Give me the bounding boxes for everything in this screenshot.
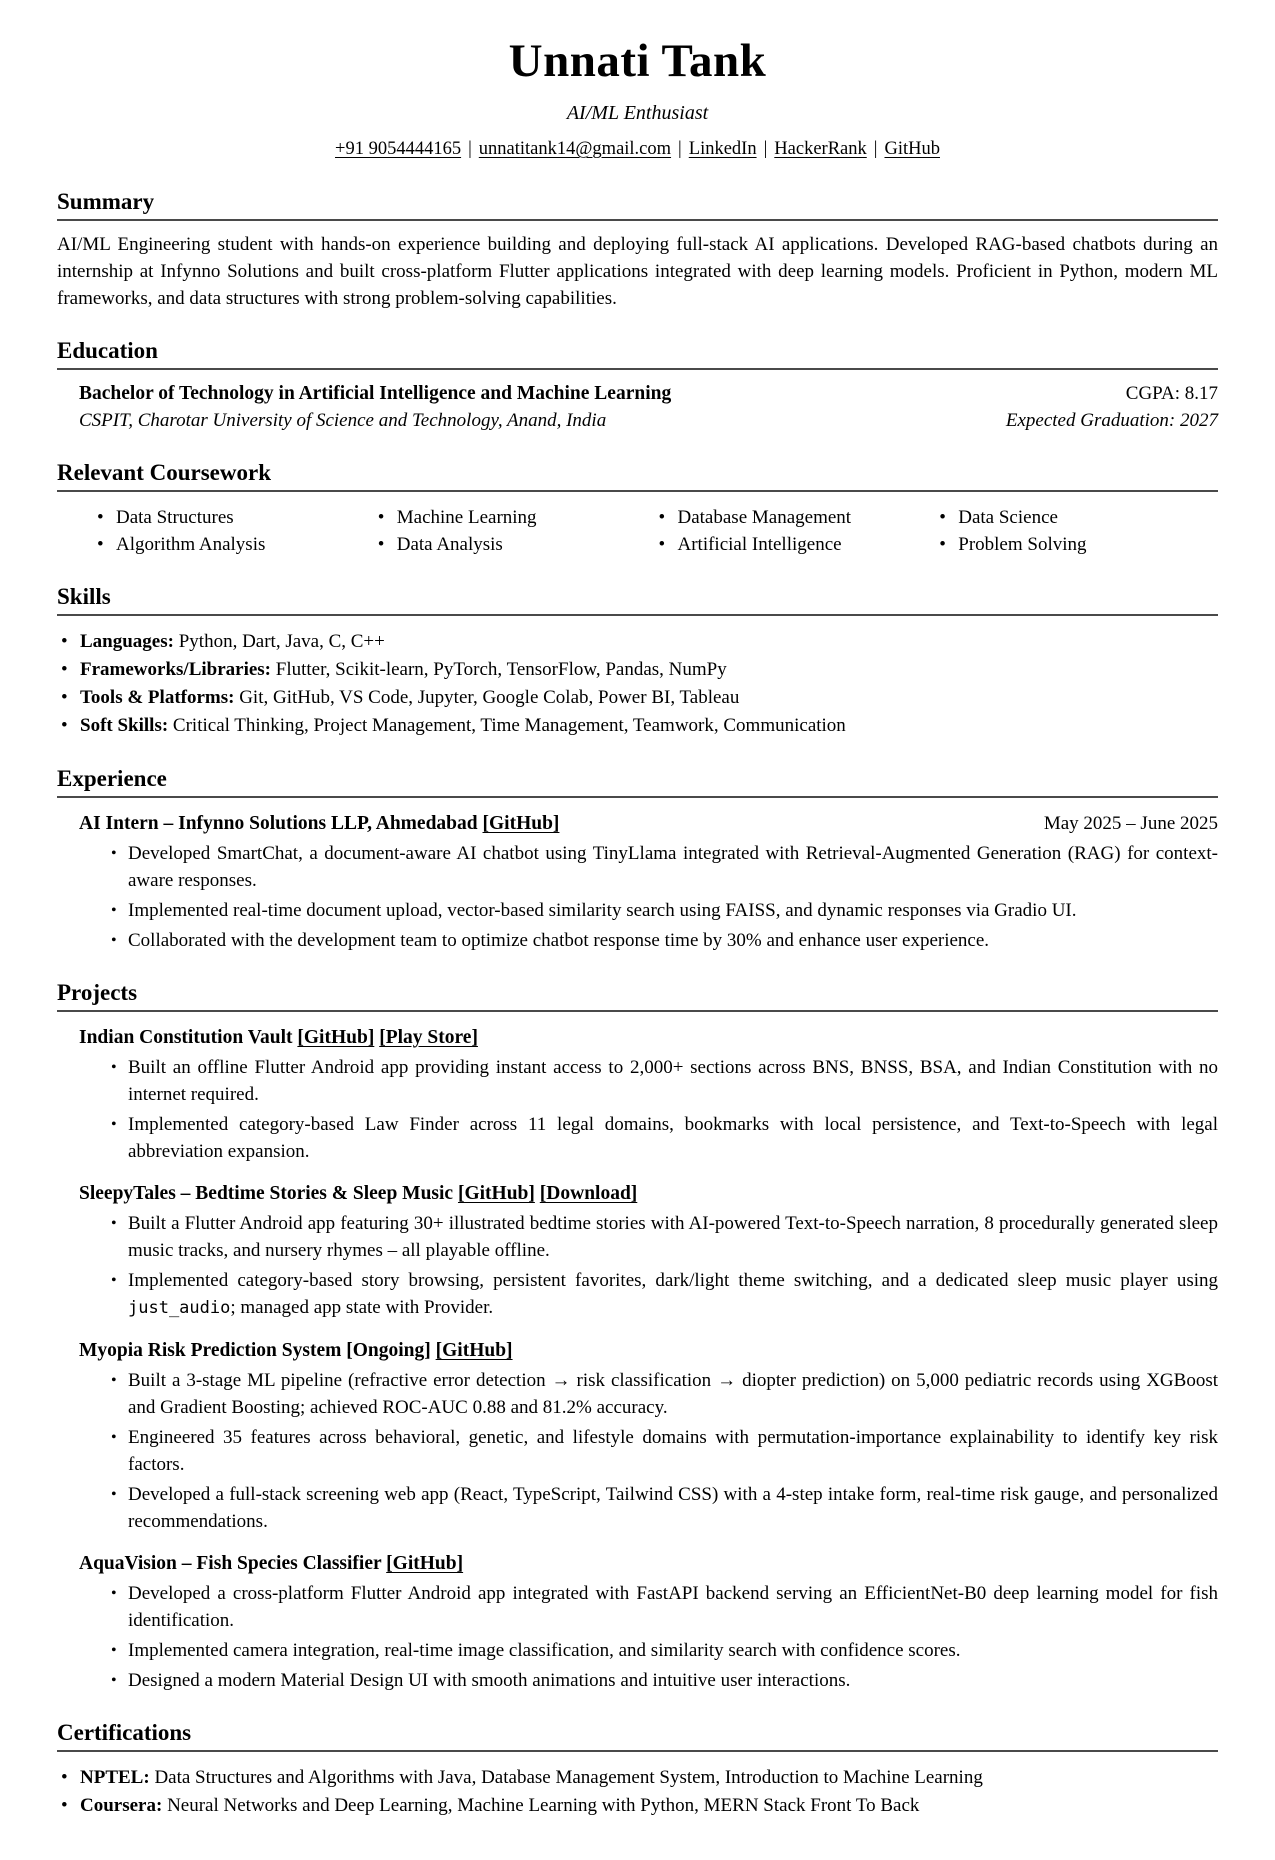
coursework-column [376,504,657,558]
linkedin-link[interactable]: LinkedIn [688,139,757,159]
coursework-heading: Relevant Coursework [57,459,1218,492]
project-bullet: • Engineered 35 features across behavioral, genetic, and lifestyle domains with permutation-importance explainability to identify key risk factors. [107,1424,1218,1478]
inline-code: just_audio [128,1298,231,1318]
coursework-item: • Data Analysis [376,531,657,558]
summary-heading: Summary [57,188,1218,221]
project-github-link[interactable]: [GitHub] [297,1027,375,1048]
cgpa-value: CGPA: 8.17 [1125,383,1218,404]
coursework-item: • Machine Learning [376,504,657,531]
certification-item: • Coursera: Neural Networks and Deep Learning, Machine Learning with Python, MERN Stack Front To Back [57,1792,1218,1820]
resume-header [57,34,1218,163]
project-github-link[interactable]: [GitHub] [386,1553,464,1574]
section-education [57,337,1218,434]
education-heading: Education [57,337,1218,370]
institution-name: CSPIT, Charotar University of Science and Technology, Anand, India [79,410,607,431]
section-experience [57,765,1218,954]
project-entry [57,1337,1218,1535]
contact-separator: | [468,139,472,159]
job-dates: May 2025 – June 2025 [1043,813,1218,834]
coursework-item: • Data Structures [95,504,376,531]
graduation-date: Expected Graduation: 2027 [1005,410,1218,431]
project-title: SleepyTales – Bedtime Stories & Sleep Music [GitHub] [Download] [79,1183,638,1204]
project-github-link[interactable]: [GitHub] [457,1183,535,1204]
section-coursework [57,459,1218,558]
project-entry [57,1180,1218,1322]
skills-heading: Skills [57,583,1218,616]
project-bullet: • Built a 3-stage ML pipeline (refractive error detection → risk classification → diopter prediction) on 5,000 pediatric records using XGBoost and Gradient Boosting; achieved ROC-AUC 0.88 and 81.2% accuracy. [107,1367,1218,1421]
project-bullet: • Developed a cross-platform Flutter Android app integrated with FastAPI backend serving an EfficientNet-B0 deep learning model for fish identification. [107,1580,1218,1634]
phone-link[interactable]: +91 9054444165 [335,139,462,159]
ongoing-tag: [Ongoing] [346,1340,436,1361]
experience-github-link[interactable]: [GitHub] [482,813,560,834]
project-bullets [79,1210,1218,1322]
skill-item: • Languages: Python, Dart, Java, C, C++ [57,628,1218,656]
project-bullet: • Built an offline Flutter Android app providing instant access to 2,000+ sections across BNS, BNSS, BSA, and Indian Constitution with no internet required. [107,1054,1218,1108]
certification-item: • NPTEL: Data Structures and Algorithms with Java, Database Management System, Introduction to Machine Learning [57,1764,1218,1792]
project-bullet: • Built a Flutter Android app featuring 30+ illustrated bedtime stories with AI-powered Text-to-Speech narration, 8 procedurally generated sleep music tracks, and nursery rhymes – all playable offline. [107,1210,1218,1264]
project-bullets [79,1054,1218,1165]
skill-item: • Frameworks/Libraries: Flutter, Scikit-learn, PyTorch, TensorFlow, Pandas, NumPy [57,656,1218,684]
projects-heading: Projects [57,979,1218,1012]
experience-bullet: • Developed SmartChat, a document-aware AI chatbot using TinyLlama integrated with Retrieval-Augmented Generation (RAG) for context-aware responses. [107,840,1218,894]
candidate-title: AI/ML Enthusiast [566,102,709,124]
experience-bullets [79,840,1218,954]
project-bullet: • Implemented category-based story browsing, persistent favorites, dark/light theme switching, and a dedicated sleep music player using just_audio; managed app state with Provider. [107,1267,1218,1322]
job-title: AI Intern – Infynno Solutions LLP, Ahmedabad [GitHub] [79,813,560,834]
project-playstore-link[interactable]: [Play Store] [379,1027,478,1048]
project-bullet: • Developed a full-stack screening web app (React, TypeScript, Tailwind CSS) with a 4-step intake form, real-time risk gauge, and personalized recommendations. [107,1481,1218,1535]
project-download-link[interactable]: [Download] [539,1183,638,1204]
coursework-column [937,504,1218,558]
certifications-heading: Certifications [57,1719,1218,1752]
hackerrank-link[interactable]: HackerRank [774,139,867,159]
experience-bullet: • Collaborated with the development team to optimize chatbot response time by 30% and enhance user experience. [107,927,1218,954]
project-title: Myopia Risk Prediction System [Ongoing] [GitHub] [79,1340,513,1361]
project-bullet: • Implemented camera integration, real-time image classification, and similarity search with confidence scores. [107,1637,1218,1664]
project-entry [57,1024,1218,1165]
candidate-name: Unnati Tank [508,35,767,87]
project-title: AquaVision – Fish Species Classifier [GitHub] [79,1553,464,1574]
coursework-column [657,504,938,558]
experience-heading: Experience [57,765,1218,798]
coursework-item: • Problem Solving [937,531,1218,558]
experience-bullet: • Implemented real-time document upload, vector-based similarity search using FAISS, and dynamic responses via Gradio UI. [107,897,1218,924]
summary-text: AI/ML Engineering student with hands-on experience building and deploying full-stack AI applications. Developed RAG-based chatbots during an internship at Infynno Solutions and built cross-platform Flutter applications integrated with deep learning models. Proficient in Python, modern ML frameworks, and data structures with strong problem-solving capabilities. [57,234,1218,309]
project-github-link[interactable]: [GitHub] [435,1340,513,1361]
project-bullet: • Implemented category-based Law Finder across 11 legal domains, bookmarks with local persistence, and Text-to-Speech with legal abbreviation expansion. [107,1111,1218,1165]
coursework-item: • Data Science [937,504,1218,531]
education-entry [57,380,1218,434]
coursework-item: • Artificial Intelligence [657,531,938,558]
email-link[interactable]: unnatitank14@gmail.com [478,139,672,159]
coursework-item: • Database Management [657,504,938,531]
project-entry [57,1550,1218,1694]
project-title: Indian Constitution Vault [GitHub] [Play Store] [79,1027,478,1048]
section-certifications [57,1719,1218,1820]
coursework-grid [57,504,1218,558]
coursework-item: • Algorithm Analysis [95,531,376,558]
github-link[interactable]: GitHub [884,139,940,159]
experience-entry [57,810,1218,954]
skill-item: • Soft Skills: Critical Thinking, Project Management, Time Management, Teamwork, Communication [57,712,1218,740]
skills-list [57,628,1218,740]
section-skills [57,583,1218,740]
contact-separator: | [678,139,682,159]
certifications-list [57,1764,1218,1820]
contact-separator: | [873,139,878,159]
section-summary [57,188,1218,312]
project-bullets [79,1580,1218,1694]
project-bullet: • Designed a modern Material Design UI with smooth animations and intuitive user interactions. [107,1667,1218,1694]
degree-title: Bachelor of Technology in Artificial Intelligence and Machine Learning [79,383,672,404]
skill-item: • Tools & Platforms: Git, GitHub, VS Code, Jupyter, Google Colab, Power BI, Tableau [57,684,1218,712]
contact-line [57,136,1218,163]
contact-separator: | [763,139,768,159]
project-bullets [79,1367,1218,1535]
coursework-column [95,504,376,558]
section-projects [57,979,1218,1694]
